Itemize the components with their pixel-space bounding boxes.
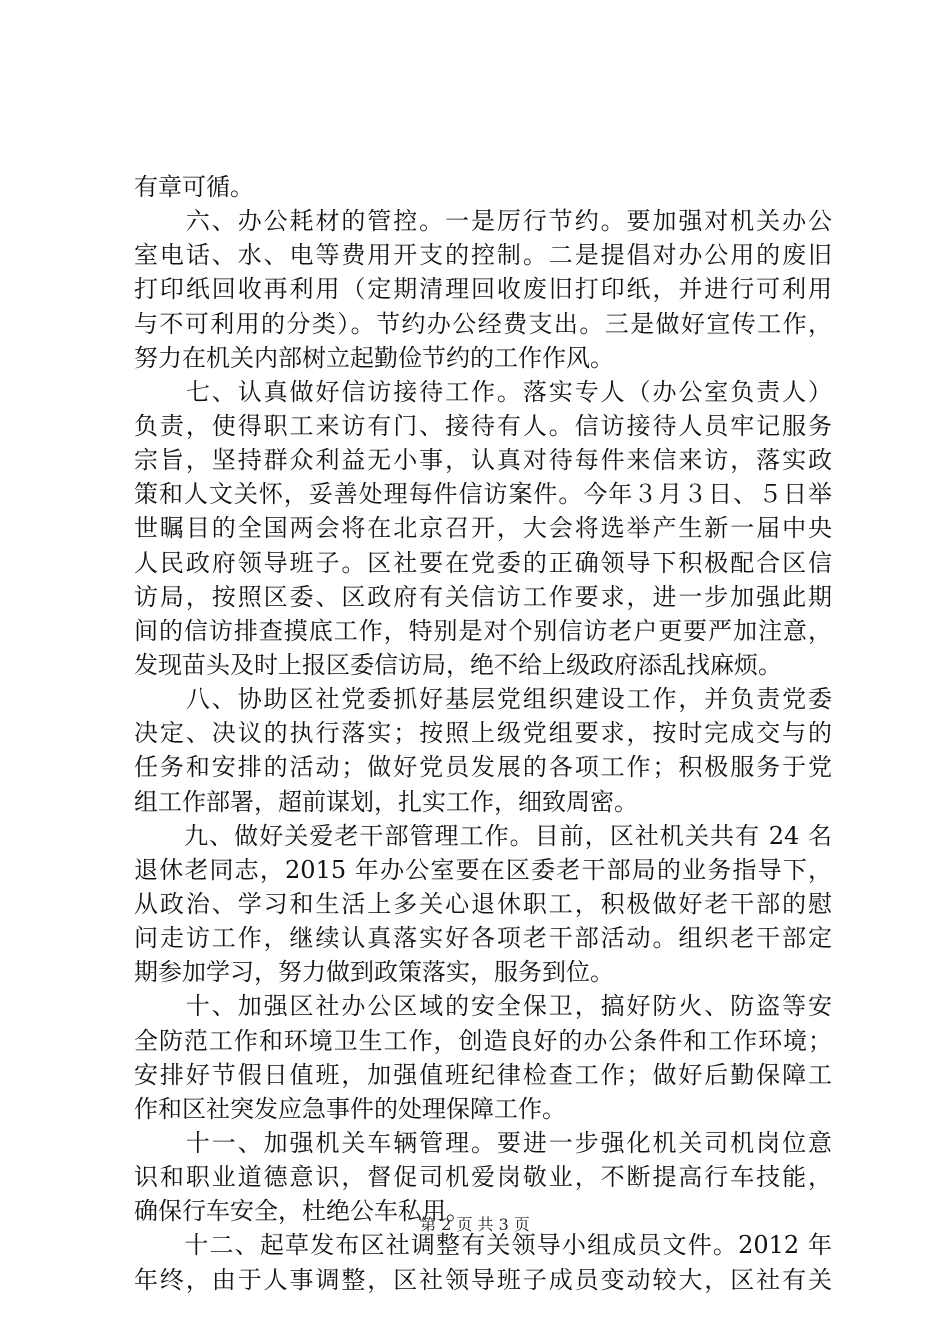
text-line: 有章可循。 — [134, 173, 254, 201]
text-line: 人民政府领导班子。区社要在党委的正确领导下积极配合区信 — [134, 548, 832, 577]
document-body — [134, 170, 832, 1297]
text-line: 十、加强区社办公区域的安全保卫，搞好防火、防盗等安 — [134, 992, 832, 1021]
page-footer: 第 2 页 共 3 页 — [420, 1215, 530, 1234]
text-line: 期参加学习，努力做到政策落实，服务到位。 — [134, 958, 614, 987]
text-line: 七、认真做好信访接待工作。落实专人（办公室负责人） — [134, 377, 832, 406]
text-line: 访局，按照区委、区政府有关信访工作要求，进一步加强此期 — [134, 582, 832, 611]
text-line: 作和区社突发应急事件的处理保障工作。 — [134, 1094, 566, 1123]
text-line: 全防范工作和环境卫生工作，创造良好的办公条件和工作环境； — [134, 1026, 832, 1055]
text-line: 退休老同志，2015 年办公室要在区委老干部局的业务指导下， — [134, 855, 832, 884]
text-line: 打印纸回收再利用（定期清理回收废旧打印纸，并进行可利用 — [134, 275, 832, 304]
text-line: 九、做好关爱老干部管理工作。目前，区社机关共有 24 名 — [134, 821, 832, 850]
text-line: 安排好节假日值班，加强值班纪律检查工作；做好后勤保障工 — [134, 1060, 832, 1089]
text-line: 负责，使得职工来访有门、接待有人。信访接待人员牢记服务 — [134, 411, 832, 440]
text-line: 年终，由于人事调整，区社领导班子成员变动较大，区社有关 — [134, 1265, 832, 1294]
text-line: 问走访工作，继续认真落实好各项老干部活动。组织老干部定 — [134, 924, 832, 953]
text-line: 决定、决议的执行落实；按照上级党组要求，按时完成交与的 — [134, 719, 832, 748]
text-line: 与不可利用的分类）。节约办公经费支出。三是做好宣传工作， — [134, 309, 832, 338]
text-line: 间的信访排查摸底工作，特别是对个别信访老户更要严加注意， — [134, 616, 832, 645]
text-line: 从政治、学习和生活上多关心退休职工，积极做好老干部的慰 — [134, 889, 832, 918]
text-line: 识和职业道德意识，督促司机爱岗敬业，不断提高行车技能， — [134, 1163, 832, 1192]
text-line: 发现苗头及时上报区委信访局，绝不给上级政府添乱找麻烦。 — [134, 650, 782, 679]
text-line: 十二、起草发布区社调整有关领导小组成员文件。2012 年 — [134, 1231, 832, 1260]
text-line: 十一、加强机关车辆管理。要进一步强化机关司机岗位意 — [134, 1128, 832, 1157]
text-line: 六、办公耗材的管控。一是厉行节约。要加强对机关办公 — [134, 207, 832, 236]
text-line: 努力在机关内部树立起勤俭节约的工作作风。 — [134, 343, 614, 372]
text-line: 宗旨，坚持群众利益无小事，认真对待每件来信来访，落实政 — [134, 446, 832, 475]
text-line: 组工作部署，超前谋划，扎实工作，细致周密。 — [134, 787, 638, 816]
text-line: 室电话、水、电等费用开支的控制。二是提倡对办公用的废旧 — [134, 241, 832, 270]
text-line: 八、协助区社党委抓好基层党组织建设工作，并负责党委 — [134, 685, 832, 714]
text-line: 策和人文关怀，妥善处理每件信访案件。今年３月３日、５日举 — [134, 480, 832, 509]
text-line: 任务和安排的活动；做好党员发展的各项工作；积极服务于党 — [134, 753, 832, 782]
text-line: 确保行车安全，杜绝公车私用。 — [134, 1197, 470, 1226]
text-line: 世瞩目的全国两会将在北京召开，大会将选举产生新一届中央 — [134, 514, 832, 543]
